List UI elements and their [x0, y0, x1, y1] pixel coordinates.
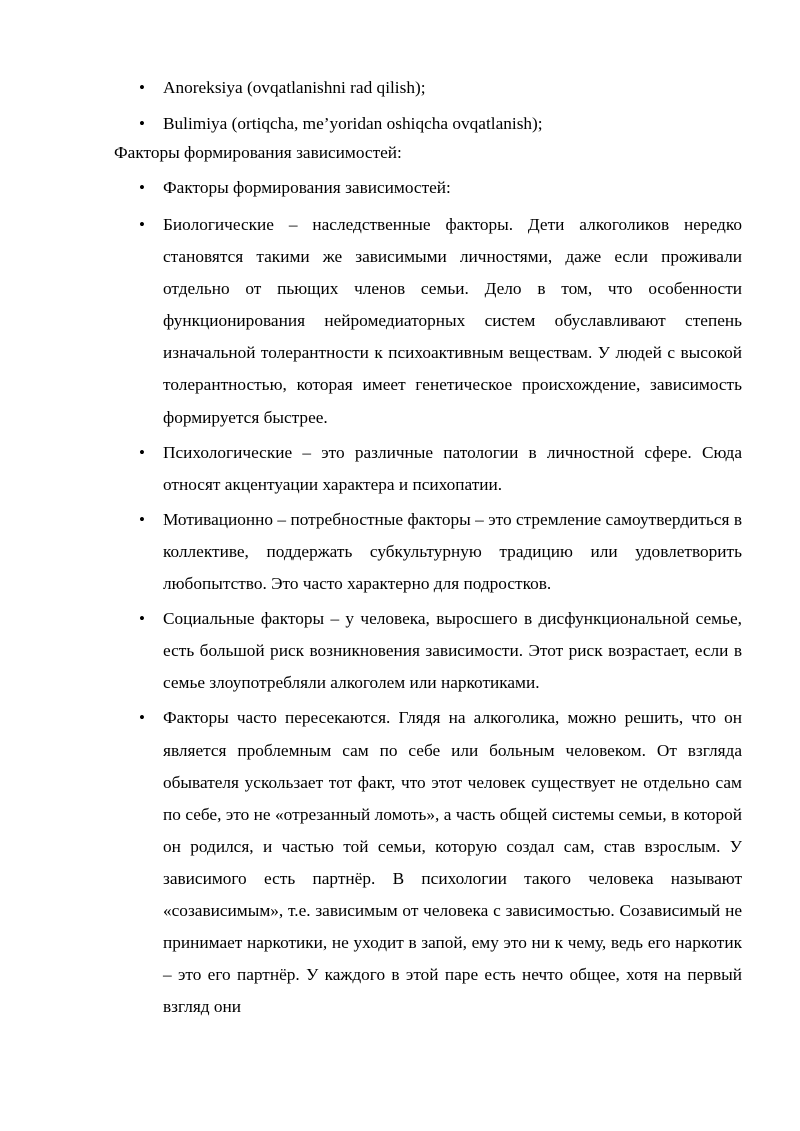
- list-item-text: Биологические – наследственные факторы. Дети алкоголиков нередко становятся такими же зависимыми личностями, даже если проживали отдельно от пьющих членов семьи. Дело в том, что особенности функционирования нейромедиаторных систем обуславливают степень изначальной толерантности к психоактивным веществам. У людей с высокой толерантностью, которая имеет генетическое происхождение, зависимость формируется быстрее.: [163, 215, 742, 427]
- list-item-text: Мотивационно – потребностные факторы – это стремление самоутвердиться в коллективе, поддержать субкультурную традицию или удовлетворить любопытство. Это часто характерно для подростков.: [163, 509, 742, 594]
- list-item: [0, 603, 800, 699]
- list-item-text: Bulimiya (ortiqcha, me’yoridan oshiqcha ovqatlanish);: [163, 114, 543, 133]
- section-heading: Факторы формирования зависимостей:: [114, 143, 402, 162]
- list-item: [0, 504, 800, 600]
- list-item: [0, 437, 800, 501]
- bullet-icon: •: [139, 78, 145, 97]
- bullet-icon: •: [139, 215, 145, 234]
- list-item: [0, 209, 800, 434]
- bullet-icon: •: [139, 708, 145, 728]
- list-item-text: Социальные факторы – у человека, выросшего в дисфункциональной семье, есть большой риск возникновения зависимости. Этот риск возрастает, если в семье злоупотребляли алкоголем или наркотиками.: [163, 609, 742, 693]
- bullet-icon: •: [139, 609, 145, 629]
- bullet-icon: •: [139, 114, 145, 133]
- bullet-list-dependency-factors: [0, 170, 800, 1026]
- list-item-text: Факторы формирования зависимостей:: [163, 178, 451, 197]
- list-item-text: Anoreksiya (ovqatlanishni rad qilish);: [163, 78, 426, 97]
- bullet-icon: •: [139, 442, 145, 462]
- bullet-list-eating-disorders: [0, 70, 800, 142]
- list-item-text: Психологические – это различные патологии в личностной сфере. Сюда относят акцентуации характера и психопатии.: [163, 442, 742, 494]
- list-item: [0, 170, 800, 206]
- bullet-icon: •: [139, 178, 145, 197]
- list-item-text: Факторы часто пересекаются. Глядя на алкоголика, можно решить, что он является проблемным сам по себе или больным человеком. От взгляда обывателя ускользает тот факт, что этот человек существует не отдельно сам по себе, это не «отрезанный ломоть», а часть общей системы семьи, в которой он родился, и частью той семьи, которую создал сам, став взрослым. У зависимого есть партнёр. В психологии такого человека называют «созависимым», т.е. зависимым от человека с зависимостью. Созависимый не принимает наркотики, не уходит в запой, ему это ни к чему, ведь его наркотик – это его партнёр. У каждого в этой паре есть нечто общее, хотя на первый взгляд они: [163, 708, 742, 1017]
- list-item: [0, 70, 800, 106]
- list-item: [0, 702, 800, 1023]
- bullet-icon: •: [139, 509, 145, 529]
